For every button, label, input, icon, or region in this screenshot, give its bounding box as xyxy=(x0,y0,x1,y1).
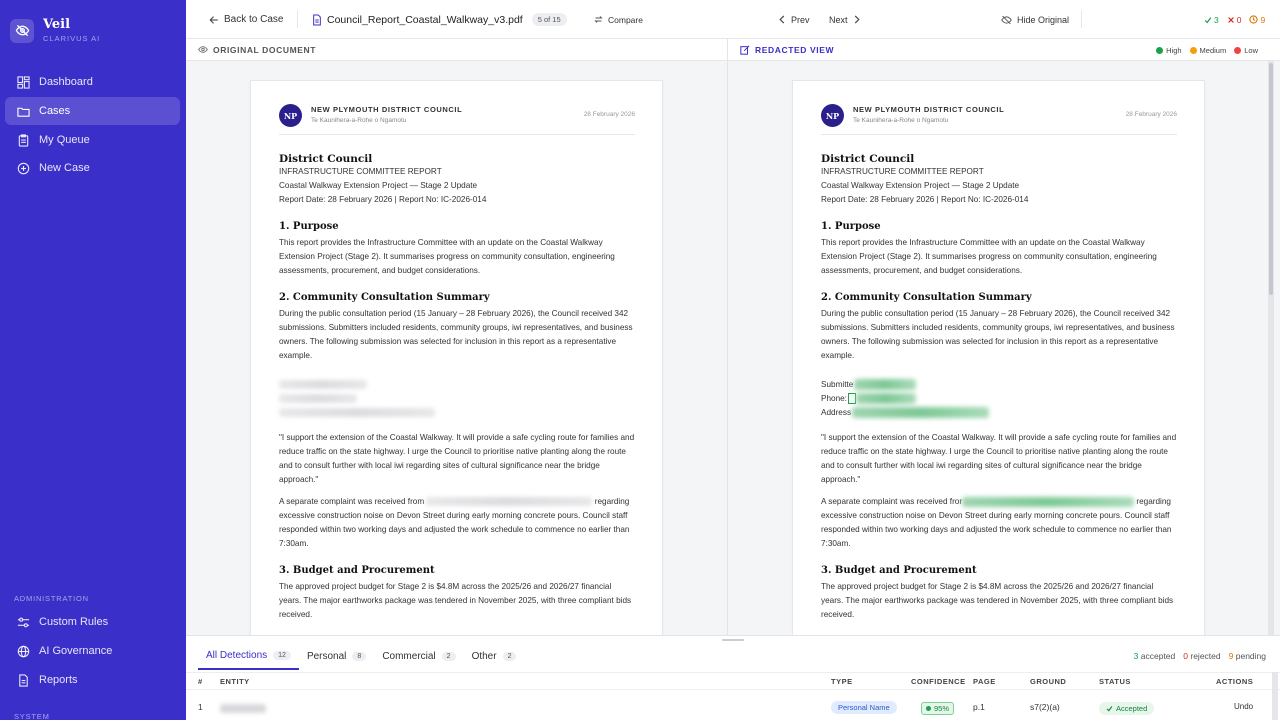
eye-off-icon xyxy=(1001,15,1012,25)
page-badge: 5 of 15 xyxy=(532,13,567,26)
council-name: NEW PLYMOUTH DISTRICT COUNCIL xyxy=(311,105,463,114)
eye-icon xyxy=(198,45,208,54)
compare-arrows-icon xyxy=(594,15,603,24)
legend-medium: Medium xyxy=(1190,46,1227,55)
detections-table-header xyxy=(186,672,1280,690)
legend-high: High xyxy=(1156,46,1181,55)
grid-icon xyxy=(17,76,30,89)
prev-label: Prev xyxy=(791,14,810,25)
eye-slash-logo-icon xyxy=(10,19,34,43)
next-label: Next xyxy=(829,14,848,25)
check-icon xyxy=(1204,16,1212,24)
council-logo: NP xyxy=(821,104,844,127)
back-to-case-label: Back to Case xyxy=(224,14,284,25)
column-header-type[interactable]: TYPE xyxy=(831,677,853,686)
summary-rejected: 0 rejected xyxy=(1183,651,1221,661)
paragraph: This report provides the Infrastructure Committee with an update on the Coastal Walkway Extension Project (Stage 2). It summarises progress on community consultation, engineering assessments, procurement, and budget considerations. xyxy=(279,238,615,275)
file-title xyxy=(312,0,567,39)
detection-summary xyxy=(1126,651,1266,661)
compare-label: Compare xyxy=(608,14,643,25)
undo-button[interactable]: Undo xyxy=(1234,702,1254,711)
status-badge: Accepted xyxy=(1099,702,1154,715)
paragraph: The approved project budget for Stage 2 is $4.8M across the 2025/26 and 2026/27 financial years. The major earthworks package was tendered in November 2025, with three compliant bids received. xyxy=(279,582,632,619)
summary-pending: 9 pending xyxy=(1228,651,1266,661)
app-name: Veil xyxy=(43,17,71,32)
column-header-entity[interactable]: ENTITY xyxy=(220,677,250,686)
column-header-num: # xyxy=(198,677,203,686)
redacted-pane[interactable] xyxy=(728,61,1274,635)
tab-personal[interactable]: Personal 8 xyxy=(299,642,374,670)
table-scrollbar[interactable] xyxy=(1272,672,1278,720)
redaction-highlight[interactable] xyxy=(854,379,916,390)
confidence-badge: 95% xyxy=(921,702,954,715)
original-pane-header xyxy=(186,39,727,61)
blurred-text xyxy=(279,380,367,389)
compare-button[interactable] xyxy=(594,0,643,39)
report-type: INFRASTRUCTURE COMMITTEE REPORT xyxy=(279,167,442,176)
summary-accepted: 3 accepted xyxy=(1133,651,1176,661)
system-section-label: SYSTEM xyxy=(14,712,50,720)
accepted-count: 3 xyxy=(1204,15,1219,25)
redacted-pane-title: REDACTED VIEW xyxy=(755,44,835,55)
blurred-text xyxy=(279,408,435,417)
divider xyxy=(297,10,298,28)
paragraph: The approved project budget for Stage 2 is $4.8M across the 2025/26 and 2026/27 financial years. The major earthworks package was tendered in November 2025, with three compliant bids received. xyxy=(821,582,1174,619)
chevron-right-icon xyxy=(853,15,861,24)
sidebar-item-label: AI Governance xyxy=(39,645,113,657)
document-date: 28 February 2026 xyxy=(583,111,635,118)
clock-icon xyxy=(1249,15,1258,24)
sidebar-item-label: Custom Rules xyxy=(39,616,109,628)
clipboard-icon xyxy=(17,134,30,147)
blurred-text xyxy=(220,704,266,713)
legend-low: Low xyxy=(1234,46,1258,55)
legend-dot xyxy=(1190,47,1197,54)
rejected-count: 0 xyxy=(1227,15,1242,25)
redaction-selection-box[interactable] xyxy=(848,393,856,404)
council-logo: NP xyxy=(279,104,302,127)
sidebar-item-new-case[interactable] xyxy=(5,154,180,182)
tab-count: 2 xyxy=(442,652,456,661)
section-heading: 2. Community Consultation Summary xyxy=(279,292,490,303)
tab-count: 8 xyxy=(352,652,366,661)
sidebar-item-label: Dashboard xyxy=(39,76,93,88)
sidebar-item-cases[interactable] xyxy=(5,97,180,125)
submitter-details-blurred xyxy=(279,377,635,419)
pending-count: 9 xyxy=(1249,15,1265,25)
x-icon xyxy=(1227,16,1235,24)
sidebar-item-my-queue[interactable] xyxy=(5,126,180,154)
plus-circle-icon xyxy=(17,162,30,175)
column-header-status[interactable]: STATUS xyxy=(1099,677,1131,686)
document-title: District Council xyxy=(279,153,373,165)
confidence-legend xyxy=(1148,39,1258,61)
report-subject: Coastal Walkway Extension Project — Stage 2 Update xyxy=(821,181,1020,190)
column-header-actions: ACTIONS xyxy=(1216,677,1254,686)
blurred-text xyxy=(279,394,357,403)
entity-redacted xyxy=(220,703,266,713)
sidebar xyxy=(0,0,186,720)
complaint-paragraph: A separate complaint was received from regarding excessive construction noise on Devon Street during early morning concrete pours. Council staff responded within two working days and adjusted the work schedule to commence no earlier than 7:30am. xyxy=(279,497,630,548)
back-to-case-button[interactable] xyxy=(209,0,283,39)
redacted-pane-header xyxy=(728,39,1280,61)
check-icon xyxy=(1106,705,1113,712)
submission-quote: "I support the extension of the Coastal Walkway. It will provide a safe cycling route for families and reduce traffic on the state highway. I urge the Council to prioritise native planting along the route and to consult further with local iwi regarding sites of cultural significance near the bridge approach." xyxy=(279,433,635,484)
document-title: District Council xyxy=(821,153,915,165)
section-heading: 3. Budget and Procurement xyxy=(821,565,977,576)
type-badge: Personal Name xyxy=(831,702,897,712)
table-row[interactable] xyxy=(186,698,1280,720)
sidebar-item-label: Cases xyxy=(39,105,71,117)
report-subject: Coastal Walkway Extension Project — Stage 2 Update xyxy=(279,181,478,190)
brand[interactable] xyxy=(10,18,100,43)
tab-count: 2 xyxy=(503,652,517,661)
hide-original-button[interactable] xyxy=(1001,0,1069,39)
prev-page-button[interactable] xyxy=(778,0,810,39)
next-page-button[interactable] xyxy=(829,0,866,39)
sidebar-item-custom-rules[interactable] xyxy=(5,608,180,636)
tab-count: 12 xyxy=(273,651,291,660)
document-letterhead xyxy=(821,102,1177,135)
legend-dot xyxy=(1156,47,1163,54)
document-date: 28 February 2026 xyxy=(1125,111,1177,118)
council-name: NEW PLYMOUTH DISTRICT COUNCIL xyxy=(853,105,1005,114)
blurred-text xyxy=(426,497,592,506)
app-subtitle: CLARIVUS AI xyxy=(43,34,101,43)
council-maori-name: Te Kaunihera-a-Rohe o Ngamotu xyxy=(853,117,949,124)
tab-commercial[interactable]: Commercial 2 xyxy=(374,642,463,670)
submitter-details-redacted: Submitte Phone: Address xyxy=(821,377,1177,419)
column-header-confidence[interactable]: CONFIDENCE xyxy=(911,677,966,686)
sidebar-item-label: New Case xyxy=(39,162,90,174)
sidebar-item-ai-governance[interactable] xyxy=(5,637,180,665)
admin-section-label: ADMINISTRATION xyxy=(14,594,89,603)
section-heading: 1. Purpose xyxy=(821,221,881,232)
report-date-line: Report Date: 28 February 2026 | Report No: IC-2026-014 xyxy=(279,195,487,204)
report-date-line: Report Date: 28 February 2026 | Report No: IC-2026-014 xyxy=(821,195,1029,204)
ground-ref: s7(2)(a) xyxy=(1030,702,1060,712)
file-icon xyxy=(17,674,30,687)
arrow-left-icon xyxy=(209,15,219,25)
sidebar-item-reports[interactable] xyxy=(5,666,180,694)
divider xyxy=(1081,10,1082,28)
column-header-page[interactable]: PAGE xyxy=(973,677,996,686)
detection-tabs xyxy=(198,642,524,670)
document-icon xyxy=(312,14,322,26)
redacted-document-page xyxy=(792,80,1205,635)
review-counts xyxy=(1196,0,1265,39)
original-pane[interactable] xyxy=(186,61,727,635)
sliders-icon xyxy=(17,616,30,629)
sidebar-item-label: Reports xyxy=(39,674,78,686)
complaint-paragraph: A separate complaint was received fror regarding excessive construction noise on Devon Street during early morning concrete pours. Council staff responded within two working days and adjusted the work schedule to commence no earlier than 7:30am. xyxy=(821,497,1172,548)
chevron-left-icon xyxy=(778,15,786,24)
globe-icon xyxy=(17,645,30,658)
sidebar-item-dashboard[interactable] xyxy=(5,68,180,96)
section-heading: 3. Budget and Procurement xyxy=(279,565,435,576)
confidence-dot xyxy=(926,706,931,711)
column-header-ground[interactable]: GROUND xyxy=(1030,677,1067,686)
original-pane-title: ORIGINAL DOCUMENT xyxy=(213,44,317,55)
redacted-scrollbar[interactable] xyxy=(1268,61,1274,635)
redaction-highlight[interactable] xyxy=(856,393,916,404)
folder-icon xyxy=(17,105,30,118)
scrollbar-thumb[interactable] xyxy=(1269,63,1273,295)
paragraph: During the public consultation period (15 January – 28 February 2026), the Council received 342 submissions. Submitters included residents, community groups, iwi representatives, and business owners. The following submission was selected for inclusion in this report as a representative example. xyxy=(279,309,633,360)
sidebar-item-label: My Queue xyxy=(39,134,90,146)
paragraph: This report provides the Infrastructure Committee with an update on the Coastal Walkway Extension Project (Stage 2). It summarises progress on community consultation, engineering assessments, procurement, and budget considerations. xyxy=(821,238,1157,275)
section-heading: 2. Community Consultation Summary xyxy=(821,292,1032,303)
submission-quote: "I support the extension of the Coastal Walkway. It will provide a safe cycling route for families and reduce traffic on the state highway. I urge the Council to prioritise native planting along the route and to consult further with local iwi regarding sites of cultural significance near the bridge approach." xyxy=(821,433,1177,484)
row-number: 1 xyxy=(198,702,203,712)
top-bar xyxy=(186,0,1280,39)
edit-icon xyxy=(740,45,750,55)
report-type: INFRASTRUCTURE COMMITTEE REPORT xyxy=(821,167,984,176)
paragraph: During the public consultation period (15 January – 28 February 2026), the Council received 342 submissions. Submitters included residents, community groups, iwi representatives, and business owners. The following submission was selected for inclusion in this report as a representative example. xyxy=(821,309,1175,360)
council-maori-name: Te Kaunihera-a-Rohe o Ngamotu xyxy=(311,117,407,124)
detections-panel xyxy=(186,635,1280,720)
original-document-page xyxy=(250,80,663,635)
tab-all-detections[interactable]: All Detections 12 xyxy=(198,642,299,670)
document-letterhead xyxy=(279,102,635,135)
hide-original-label: Hide Original xyxy=(1017,14,1070,25)
tab-other[interactable]: Other 2 xyxy=(464,642,525,670)
legend-dot xyxy=(1234,47,1241,54)
section-heading: 1. Purpose xyxy=(279,221,339,232)
redaction-highlight[interactable] xyxy=(852,407,989,418)
filename: Council_Report_Coastal_Walkway_v3.pdf xyxy=(327,13,523,26)
page-ref: p.1 xyxy=(973,702,985,712)
panel-resize-handle[interactable] xyxy=(722,639,744,641)
redaction-highlight[interactable] xyxy=(962,497,1134,507)
